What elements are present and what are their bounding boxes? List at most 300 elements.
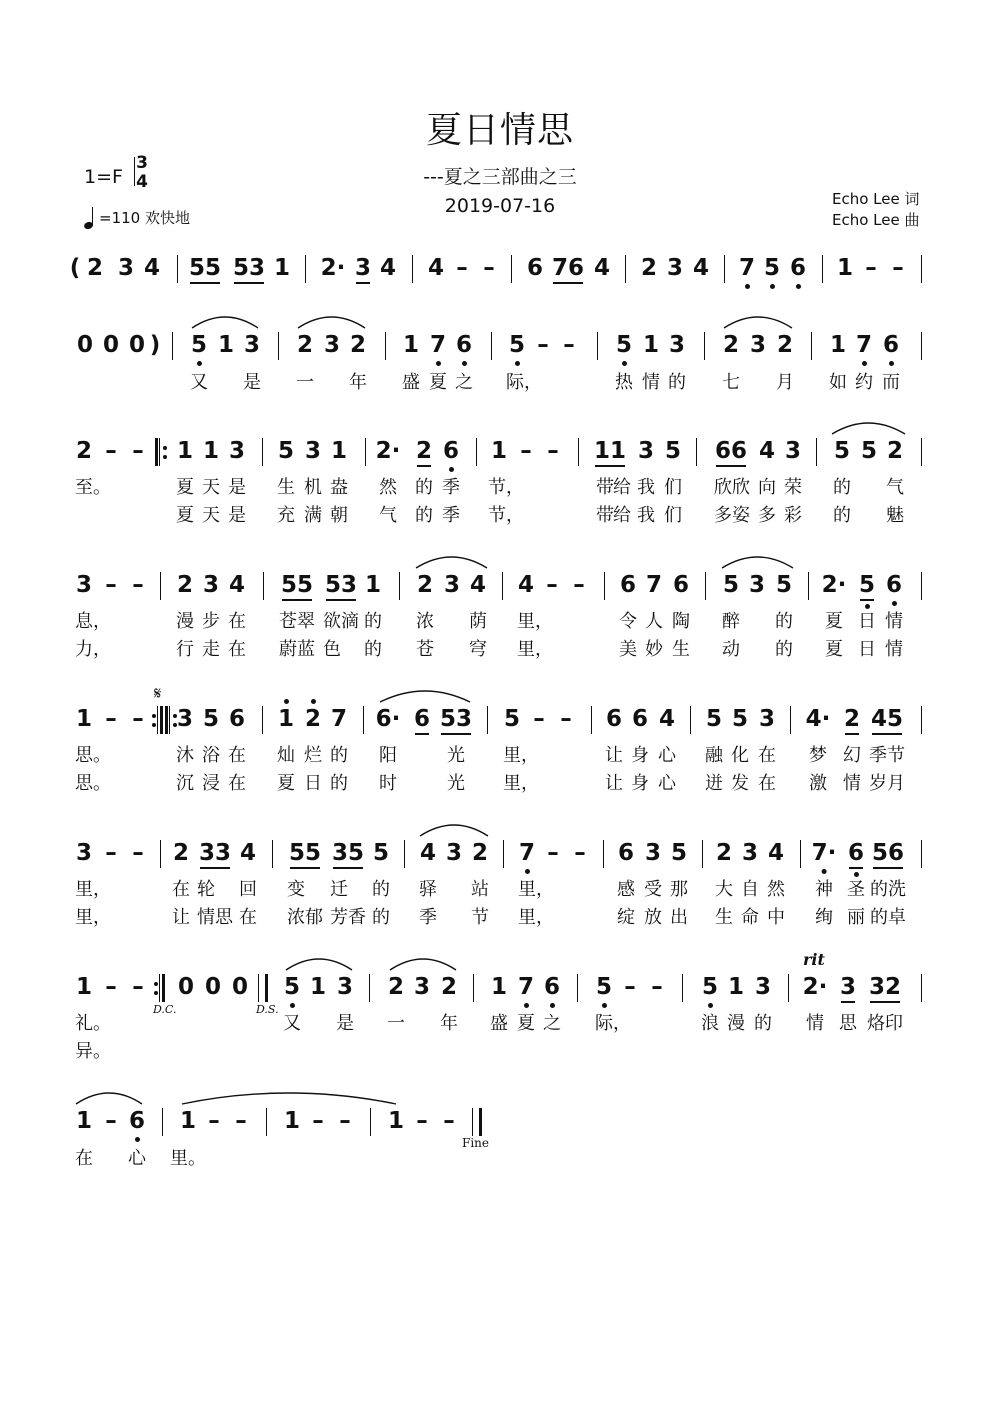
lyric-syllable: 节 <box>887 745 905 766</box>
score-system <box>0 1106 1000 1136</box>
note: 5 <box>277 438 295 464</box>
note: 6 <box>882 332 900 358</box>
note: 7 <box>517 974 535 1000</box>
lyric-syllable: 苍 <box>416 639 434 660</box>
lyric-syllable: 丽 <box>847 907 865 928</box>
lyric-syllable: 人 <box>645 611 663 632</box>
lyric-syllable: 里， <box>518 879 554 900</box>
lyric-syllable: 日 <box>858 611 876 632</box>
barline <box>808 572 809 600</box>
note: 1 <box>179 1108 197 1134</box>
score-system <box>0 570 1000 600</box>
lyric-syllable: 思。 <box>75 745 111 766</box>
note: 5 <box>722 572 740 598</box>
repeat-start-barline <box>155 438 166 466</box>
note: 1 <box>642 332 660 358</box>
key-signature: 1=F <box>84 166 123 188</box>
note: 7 <box>738 255 756 281</box>
lyric-line <box>0 879 1000 901</box>
slur <box>724 317 792 328</box>
lyric-syllable: 的 <box>754 1013 772 1034</box>
lyric-syllable: 的 <box>372 907 390 928</box>
song-title: 夏日情思 <box>425 110 574 151</box>
lyric-syllable: 走 <box>202 639 220 660</box>
lyric-syllable: 蓝 <box>297 639 315 660</box>
note: – <box>132 840 144 866</box>
barline <box>690 706 691 734</box>
note: – <box>520 438 532 464</box>
note: 7 <box>330 706 348 732</box>
note: 6 <box>619 572 637 598</box>
lyric-syllable: 至。 <box>75 477 111 498</box>
lyric-syllable: 日 <box>858 639 876 660</box>
note: – <box>892 255 904 281</box>
note: 5 <box>670 840 688 866</box>
lyric-syllable: 节， <box>488 505 524 526</box>
note: 1 <box>75 706 93 732</box>
note: 1 <box>217 332 235 358</box>
lyric-syllable: 思 <box>839 1013 857 1034</box>
note: 7 <box>855 332 873 358</box>
barline <box>263 572 264 600</box>
note: 2 <box>715 840 733 866</box>
note: 5 <box>508 332 526 358</box>
quarter-note-icon <box>84 205 96 229</box>
note: 3 <box>176 706 194 732</box>
lyric-syllable: 烂 <box>304 745 322 766</box>
lyric-syllable: 天 <box>202 505 220 526</box>
note: 1 <box>273 255 291 281</box>
note: 1 <box>176 438 194 464</box>
note: 1 <box>75 974 93 1000</box>
barline <box>370 1108 371 1136</box>
lyric-syllable: 力， <box>75 639 111 660</box>
lyric-syllable: 滴 <box>341 611 359 632</box>
lyric-syllable: 穹 <box>469 639 487 660</box>
lyric-syllable: 情 <box>885 611 903 632</box>
note: 6 <box>455 332 473 358</box>
lyric-syllable: 之 <box>455 372 473 393</box>
lyric-syllable: 荣 <box>784 477 802 498</box>
lyric-syllable: 阳 <box>379 745 397 766</box>
lyric-syllable: 是 <box>228 505 246 526</box>
note: 2· <box>375 438 401 464</box>
lyric-syllable: 多 <box>758 505 776 526</box>
note: 3 <box>323 332 341 358</box>
note: – <box>416 1108 428 1134</box>
note: – <box>865 255 877 281</box>
lyric-syllable: 在 <box>228 611 246 632</box>
lyric-syllable: 身 <box>631 773 649 794</box>
slur <box>722 557 793 568</box>
note: 4 <box>427 255 445 281</box>
slur <box>298 317 365 328</box>
note: 1 <box>402 332 420 358</box>
composer-credit: Echo Lee 曲 <box>832 211 920 229</box>
barline <box>604 572 605 600</box>
lyric-syllable: 欲 <box>323 611 341 632</box>
lyric-syllable: 里， <box>518 907 554 928</box>
lyric-syllable: 梦 <box>809 745 827 766</box>
lyric-syllable: 给 <box>613 505 631 526</box>
lyric-syllable: 绽 <box>617 907 635 928</box>
note: 0 <box>231 974 249 1000</box>
note: – <box>339 1108 351 1134</box>
note: 6 <box>672 572 690 598</box>
lyric-line <box>0 611 1000 633</box>
note: 5 <box>763 255 781 281</box>
time-signature <box>134 154 150 192</box>
tempo-text: =110 欢快地 <box>99 208 190 227</box>
note: 2 <box>75 438 93 464</box>
note: 1 <box>330 438 348 464</box>
barline <box>266 1108 267 1136</box>
lyric-syllable: 向 <box>758 477 776 498</box>
note: – <box>547 840 559 866</box>
lyric-syllable: 融 <box>705 745 723 766</box>
lyric-syllable: 月 <box>887 773 905 794</box>
lyric-syllable: 在 <box>228 773 246 794</box>
lyric-syllable: 的 <box>372 879 390 900</box>
lyric-syllable: 然 <box>379 477 397 498</box>
lyric-syllable: 郁 <box>305 907 323 928</box>
note: 7 <box>518 840 536 866</box>
song-date: 2019-07-16 <box>444 195 556 217</box>
note: 2 <box>722 332 740 358</box>
note: 3 <box>748 572 766 598</box>
lyric-syllable: 圣 <box>847 879 865 900</box>
note: – <box>132 572 144 598</box>
note: 4 <box>143 255 161 281</box>
lyric-line <box>0 907 1000 929</box>
barline <box>921 840 922 868</box>
lyric-syllable: 让 <box>605 773 623 794</box>
lyric-line <box>0 745 1000 767</box>
slur <box>192 317 258 328</box>
barline <box>502 572 503 600</box>
lyric-syllable: 在 <box>228 639 246 660</box>
note: 4 <box>692 255 710 281</box>
lyric-syllable: 美 <box>619 639 637 660</box>
lyric-syllable: 天 <box>202 477 220 498</box>
lyric-syllable: 的 <box>330 745 348 766</box>
barline <box>704 332 705 360</box>
lyric-syllable: 色 <box>323 639 341 660</box>
lyric-line <box>0 505 1000 527</box>
note: 5 <box>503 706 521 732</box>
lyric-syllable: 然 <box>767 879 785 900</box>
note: 6 <box>617 840 635 866</box>
barline <box>921 255 922 283</box>
barline <box>404 840 405 868</box>
lyric-syllable: 苍 <box>279 611 297 632</box>
lyric-syllable: 自 <box>741 879 759 900</box>
lyric-syllable: 里， <box>517 639 553 660</box>
lyric-syllable: 蔚 <box>279 639 297 660</box>
lyric-syllable: 陶 <box>672 611 690 632</box>
lyric-syllable: 节， <box>488 477 524 498</box>
lyric-syllable: 夏 <box>429 372 447 393</box>
lyric-syllable: 一 <box>296 372 314 393</box>
barline <box>473 974 474 1002</box>
barline <box>921 974 922 1002</box>
lyric-syllable: 的 <box>364 611 382 632</box>
slur <box>380 691 470 702</box>
note: 4 <box>658 706 676 732</box>
dc-mark: D.C. <box>153 1003 177 1016</box>
note: 6 <box>442 438 460 464</box>
score-system <box>0 330 1000 360</box>
lyric-syllable: 多 <box>714 505 732 526</box>
note: 3 <box>445 840 463 866</box>
note: 1 <box>387 1108 405 1134</box>
lyric-syllable: 香 <box>348 907 366 928</box>
note: 3 <box>243 332 261 358</box>
note: 55 <box>188 255 222 281</box>
lyric-syllable: 夏 <box>176 505 194 526</box>
lyric-syllable: 浓 <box>287 907 305 928</box>
note: 1 <box>283 1108 301 1134</box>
note: – <box>651 974 663 1000</box>
barline <box>262 438 263 466</box>
score-system <box>0 838 1000 868</box>
lyric-syllable: 思 <box>215 907 233 928</box>
lyric-syllable: 里， <box>503 773 539 794</box>
slur <box>76 1093 142 1104</box>
note: 4 <box>517 572 535 598</box>
lyric-syllable: 季 <box>442 477 460 498</box>
lyric-line <box>0 773 1000 795</box>
lyric-syllable: 之 <box>543 1013 561 1034</box>
note: 1 <box>309 974 327 1000</box>
note: 3 <box>637 438 655 464</box>
lyric-syllable: 年 <box>349 372 367 393</box>
note: 45 <box>870 706 904 732</box>
lyric-syllable: 浴 <box>202 745 220 766</box>
note: 6 <box>526 255 544 281</box>
lyric-syllable: 灿 <box>277 745 295 766</box>
note: 3 <box>354 255 372 281</box>
note: – <box>483 255 495 281</box>
note: 4 <box>379 255 397 281</box>
note: 6 <box>885 572 903 598</box>
lyric-syllable: 的 <box>833 477 851 498</box>
note: – <box>573 572 585 598</box>
lyric-syllable: 的 <box>668 372 686 393</box>
lyricist-credit: Echo Lee 词 <box>832 190 920 208</box>
lyric-syllable: 里， <box>75 907 111 928</box>
note: ) <box>149 332 161 358</box>
lyric-syllable: 激 <box>809 773 827 794</box>
lyric-syllable: 盛 <box>490 1013 508 1034</box>
lyric-syllable: 漫 <box>727 1013 745 1034</box>
note: 2 <box>296 332 314 358</box>
note: – <box>456 255 468 281</box>
note: 1 <box>75 1108 93 1134</box>
lyric-syllable: 情 <box>885 639 903 660</box>
note: – <box>546 572 558 598</box>
note: 3 <box>117 255 135 281</box>
lyric-line <box>0 1148 1000 1170</box>
lyric-syllable: 回 <box>239 879 257 900</box>
note: – <box>132 438 144 464</box>
note: – <box>574 840 586 866</box>
lyric-syllable: 命 <box>741 907 759 928</box>
note: 2· <box>821 572 847 598</box>
note: – <box>235 1108 247 1134</box>
note: – <box>105 974 117 1000</box>
lyric-syllable: 的 <box>775 611 793 632</box>
note: 0 <box>204 974 222 1000</box>
lyric-syllable: 光 <box>447 745 465 766</box>
lyric-syllable: 中 <box>767 907 785 928</box>
note: 2 <box>416 572 434 598</box>
lyric-syllable: 浓 <box>416 611 434 632</box>
lyric-syllable: 在 <box>172 879 190 900</box>
note: 1 <box>490 974 508 1000</box>
lyric-syllable: 我 <box>637 505 655 526</box>
lyric-syllable: 约 <box>855 372 873 393</box>
lyric-syllable: 站 <box>471 879 489 900</box>
barline <box>921 572 922 600</box>
note: 2 <box>843 706 861 732</box>
lyric-syllable: 醉 <box>722 611 740 632</box>
lyric-syllable: 印 <box>885 1013 903 1034</box>
score-system <box>0 972 1000 1002</box>
lyric-syllable: 年 <box>440 1013 458 1034</box>
lyric-syllable: 彩 <box>784 505 802 526</box>
note: 2 <box>415 438 433 464</box>
lyric-syllable: 里， <box>503 745 539 766</box>
note: 5 <box>202 706 220 732</box>
barline <box>412 255 413 283</box>
slur <box>286 959 352 970</box>
note: 3 <box>784 438 802 464</box>
lyric-syllable: 季 <box>869 745 887 766</box>
barline <box>162 1108 163 1136</box>
note: 6 <box>413 706 431 732</box>
lyric-syllable: 夏 <box>277 773 295 794</box>
note: – <box>208 1108 220 1134</box>
note: 2 <box>776 332 794 358</box>
note: – <box>547 438 559 464</box>
note: 3 <box>754 974 772 1000</box>
lyric-syllable: 在 <box>75 1148 93 1169</box>
note: 5 <box>372 840 390 866</box>
note: 76 <box>551 255 585 281</box>
note: 1 <box>277 706 295 732</box>
lyric-syllable: 动 <box>722 639 740 660</box>
barline <box>578 438 579 466</box>
lyric-syllable: 思。 <box>75 773 111 794</box>
lyric-syllable: 姿 <box>732 505 750 526</box>
lyric-syllable: 轮 <box>197 879 215 900</box>
lyric-syllable: 让 <box>605 745 623 766</box>
segno-sign: 𝄋 <box>154 684 162 704</box>
lyric-syllable: 受 <box>644 879 662 900</box>
note: – <box>105 840 117 866</box>
note: 4 <box>469 572 487 598</box>
lyric-syllable: 的 <box>415 505 433 526</box>
lyric-syllable: 在 <box>758 745 776 766</box>
note: – <box>312 1108 324 1134</box>
barline <box>811 332 812 360</box>
lyric-syllable: 绚 <box>815 907 833 928</box>
lyric-syllable: 是 <box>228 477 246 498</box>
double-barline <box>472 1108 482 1136</box>
note: 2 <box>86 255 104 281</box>
note: 2 <box>387 974 405 1000</box>
lyric-syllable: 变 <box>287 879 305 900</box>
barline <box>305 255 306 283</box>
lyric-line <box>0 477 1000 499</box>
note: 5 <box>860 438 878 464</box>
lyric-syllable: 岁 <box>869 773 887 794</box>
note: 3 <box>228 438 246 464</box>
lyric-syllable: 欣 <box>714 477 732 498</box>
barline <box>491 332 492 360</box>
note: 3 <box>202 572 220 598</box>
lyric-syllable: 行 <box>176 639 194 660</box>
lyric-syllable: 是 <box>243 372 261 393</box>
lyric-syllable: 卓 <box>888 907 906 928</box>
slur <box>390 959 456 970</box>
lyric-syllable: 满 <box>304 505 322 526</box>
note: 56 <box>871 840 905 866</box>
time-signature-top: 3 <box>136 153 148 173</box>
note: 5 <box>595 974 613 1000</box>
lyric-syllable: 幻 <box>843 745 861 766</box>
barline <box>682 974 683 1002</box>
note: – <box>560 706 572 732</box>
lyric-syllable: 的 <box>870 907 888 928</box>
lyric-line <box>0 372 1000 394</box>
lyric-syllable: 气 <box>886 477 904 498</box>
lyric-syllable: 浸 <box>202 773 220 794</box>
note: 5 <box>775 572 793 598</box>
repeat-end-barline <box>152 706 163 734</box>
lyric-syllable: 带 <box>596 477 614 498</box>
note: 2 <box>440 974 458 1000</box>
lyric-syllable: 迸 <box>705 773 723 794</box>
lyric-syllable: 在 <box>758 773 776 794</box>
lyric-syllable: 情 <box>642 372 660 393</box>
ds-mark: D.S. <box>256 1003 279 1016</box>
note: 7 <box>429 332 447 358</box>
barline <box>177 255 178 283</box>
note: 7· <box>811 840 837 866</box>
note: 3 <box>304 438 322 464</box>
barline <box>503 840 504 868</box>
note: 4 <box>419 840 437 866</box>
note: 1 <box>364 572 382 598</box>
note: 3 <box>741 840 759 866</box>
slur <box>182 1093 396 1104</box>
lyric-syllable: 心 <box>658 745 676 766</box>
lyric-syllable: 生 <box>715 907 733 928</box>
barline <box>577 974 578 1002</box>
slur <box>832 423 905 434</box>
note: 0 <box>102 332 120 358</box>
lyric-syllable: 魅 <box>886 505 904 526</box>
lyric-syllable: 的 <box>775 639 793 660</box>
lyric-syllable: 里。 <box>170 1148 206 1169</box>
score-system <box>0 704 1000 734</box>
note: 1 <box>829 332 847 358</box>
note: 5 <box>701 974 719 1000</box>
barline <box>487 706 488 734</box>
lyric-syllable: 盎 <box>330 477 348 498</box>
